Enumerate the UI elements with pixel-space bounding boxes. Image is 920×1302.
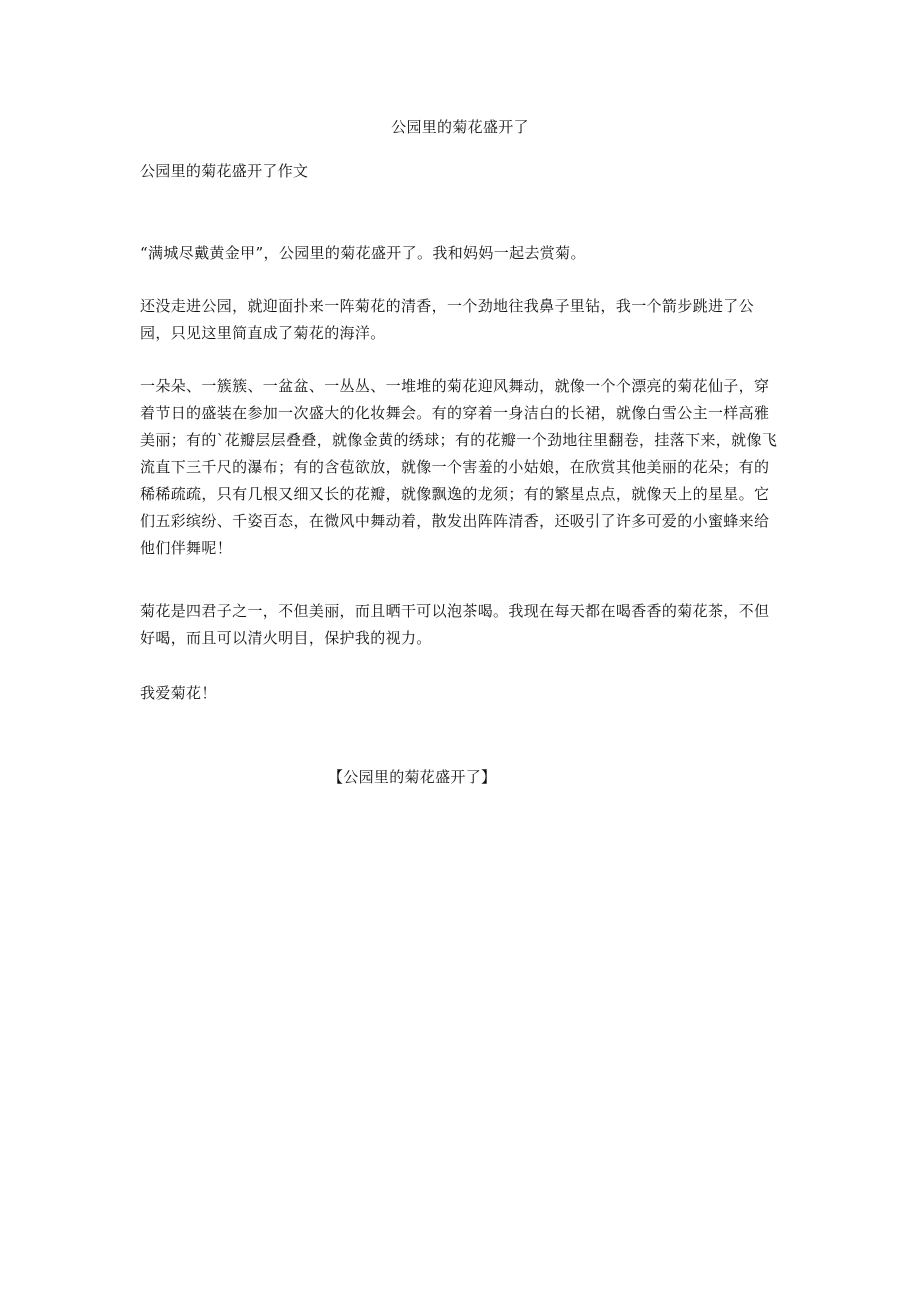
paragraph-conclusion: 我爱菊花！ (140, 684, 217, 702)
paragraph-entering-park: 还没走进公园，就迎面扑来一阵菊花的清香，一个劲地往我鼻子里钻，我一个箭步跳进了公园，只见这里简直成了菊花的海洋。 (140, 297, 755, 342)
footer-tag: 【公园里的菊花盛开了】 (328, 768, 497, 786)
paragraph-chrysanthemum-tea: 菊花是四君子之一，不但美丽，而且晒干可以泡茶喝。我现在每天都在喝香香的菊花茶，不但好喝，而且可以清火明目，保护我的视力。 (140, 602, 770, 647)
document-subtitle: 公园里的菊花盛开了作文 (140, 162, 309, 180)
paragraph-intro: “满城尽戴黄金甲”，公园里的菊花盛开了。我和妈妈一起去赏菊。 (140, 244, 586, 262)
document-title: 公园里的菊花盛开了 (391, 118, 529, 136)
paragraph-flower-description: 一朵朵、一簇簇、一盆盆、一丛丛、一堆堆的菊花迎风舞动，就像一个个漂亮的菊花仙子，穿着节日的盛装在参加一次盛大的化妆舞会。有的穿着一身洁白的长裙，就像白雪公主一样高雅美丽；有的`花瓣层层叠叠，就像金黄的绣球；有的花瓣一个劲地往里翻卷，挂落下来，就像飞流直下三千尺的瀑布；有的含苞欲放，就像一个害羞的小姑娘，在欣赏其他美丽的花朵；有的稀稀疏疏，只有几根又细又长的花瓣，就像飘逸的龙须；有的繁星点点，就像天上的星星。它们五彩缤纷、千姿百态，在微风中舞动着，散发出阵阵清香，还吸引了许多可爱的小蜜蜂来给他们伴舞呢！ (140, 377, 778, 557)
